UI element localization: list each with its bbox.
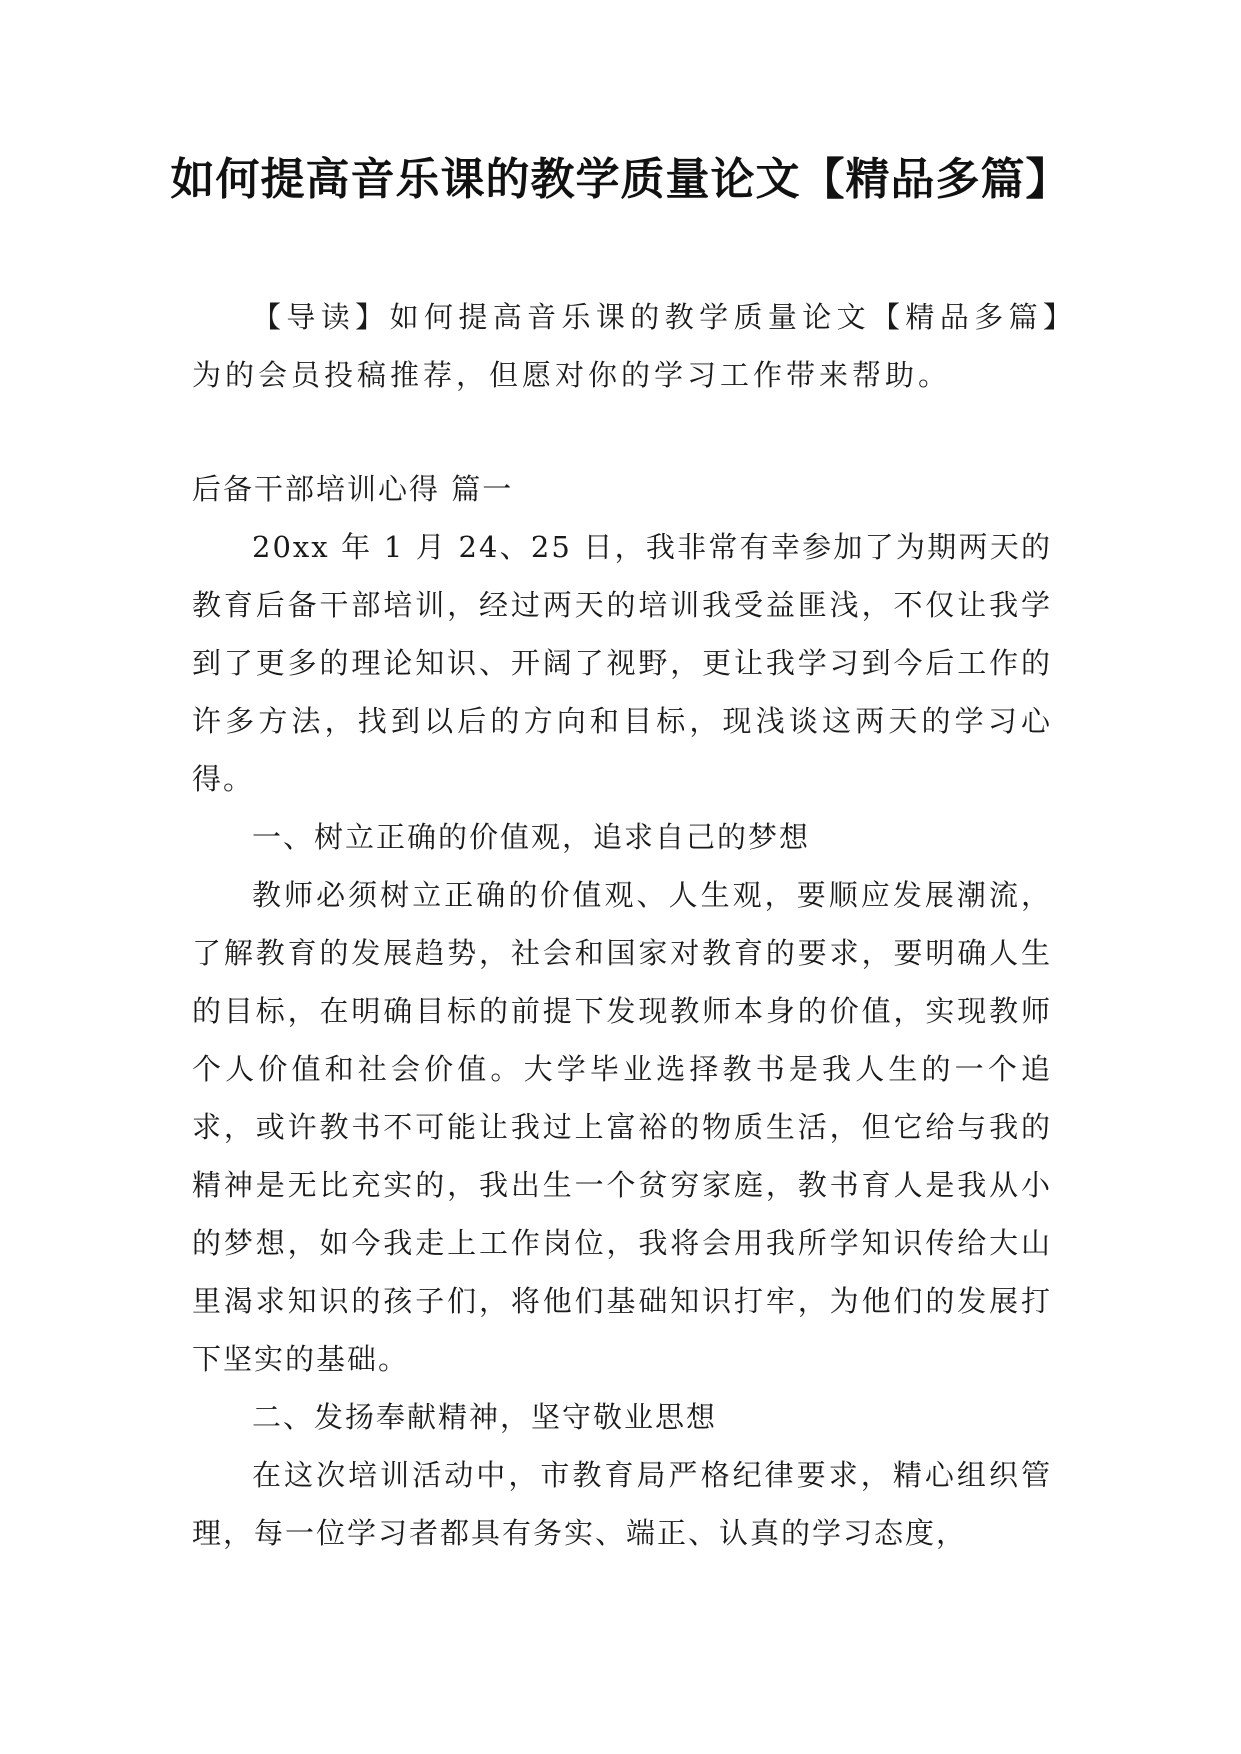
paragraph-values: 教师必须树立正确的价值观、人生观，要顺应发展潮流，了解教育的发展趋势，社会和国家对教育的要求，要明确人生的目标，在明确目标的前提下发现教师本身的价值，实现教师个人价值和社会价值。大学毕业选择教书是我人生的一个追求，或许教书不可能让我过上富裕的物质生活，但它给与我的精神是无比充实的，我出生一个贫穷家庭，教书育人是我从小的梦想，如今我走上工作岗位，我将会用我所学知识传给大山里渴求知识的孩子们，将他们基础知识打牢，为他们的发展打下坚实的基础。 (192, 878, 1052, 1376)
heading-values: 一、树立正确的价值观，追求自己的梦想 (252, 820, 811, 854)
paragraph-dedication: 在这次培训活动中，市教育局严格纪律要求，精心组织管理，每一位学习者都具有务实、端正、认真的学习态度， (192, 1458, 1052, 1550)
paragraph-training-date: 20xx 年 1 月 24、25 日，我非常有幸参加了为期两天的教育后备干部培训，经过两天的培训我受益匪浅，不仅让我学到了更多的理论知识、开阔了视野，更让我学习到今后工作的许多方法，找到以后的方向和目标，现浅谈这两天的学习心得。 (192, 530, 1052, 796)
document-title: 如何提高音乐课的教学质量论文【精品多篇】 (170, 154, 1071, 205)
section-title: 后备干部培训心得 篇一 (192, 472, 514, 506)
intro-paragraph: 【导读】如何提高音乐课的教学质量论文【精品多篇】为的会员投稿推荐，但愿对你的学习工作带来帮助。 (192, 300, 1076, 392)
body-text (192, 518, 1052, 1562)
heading-dedication: 二、发扬奉献精神，坚守敬业思想 (252, 1400, 718, 1434)
